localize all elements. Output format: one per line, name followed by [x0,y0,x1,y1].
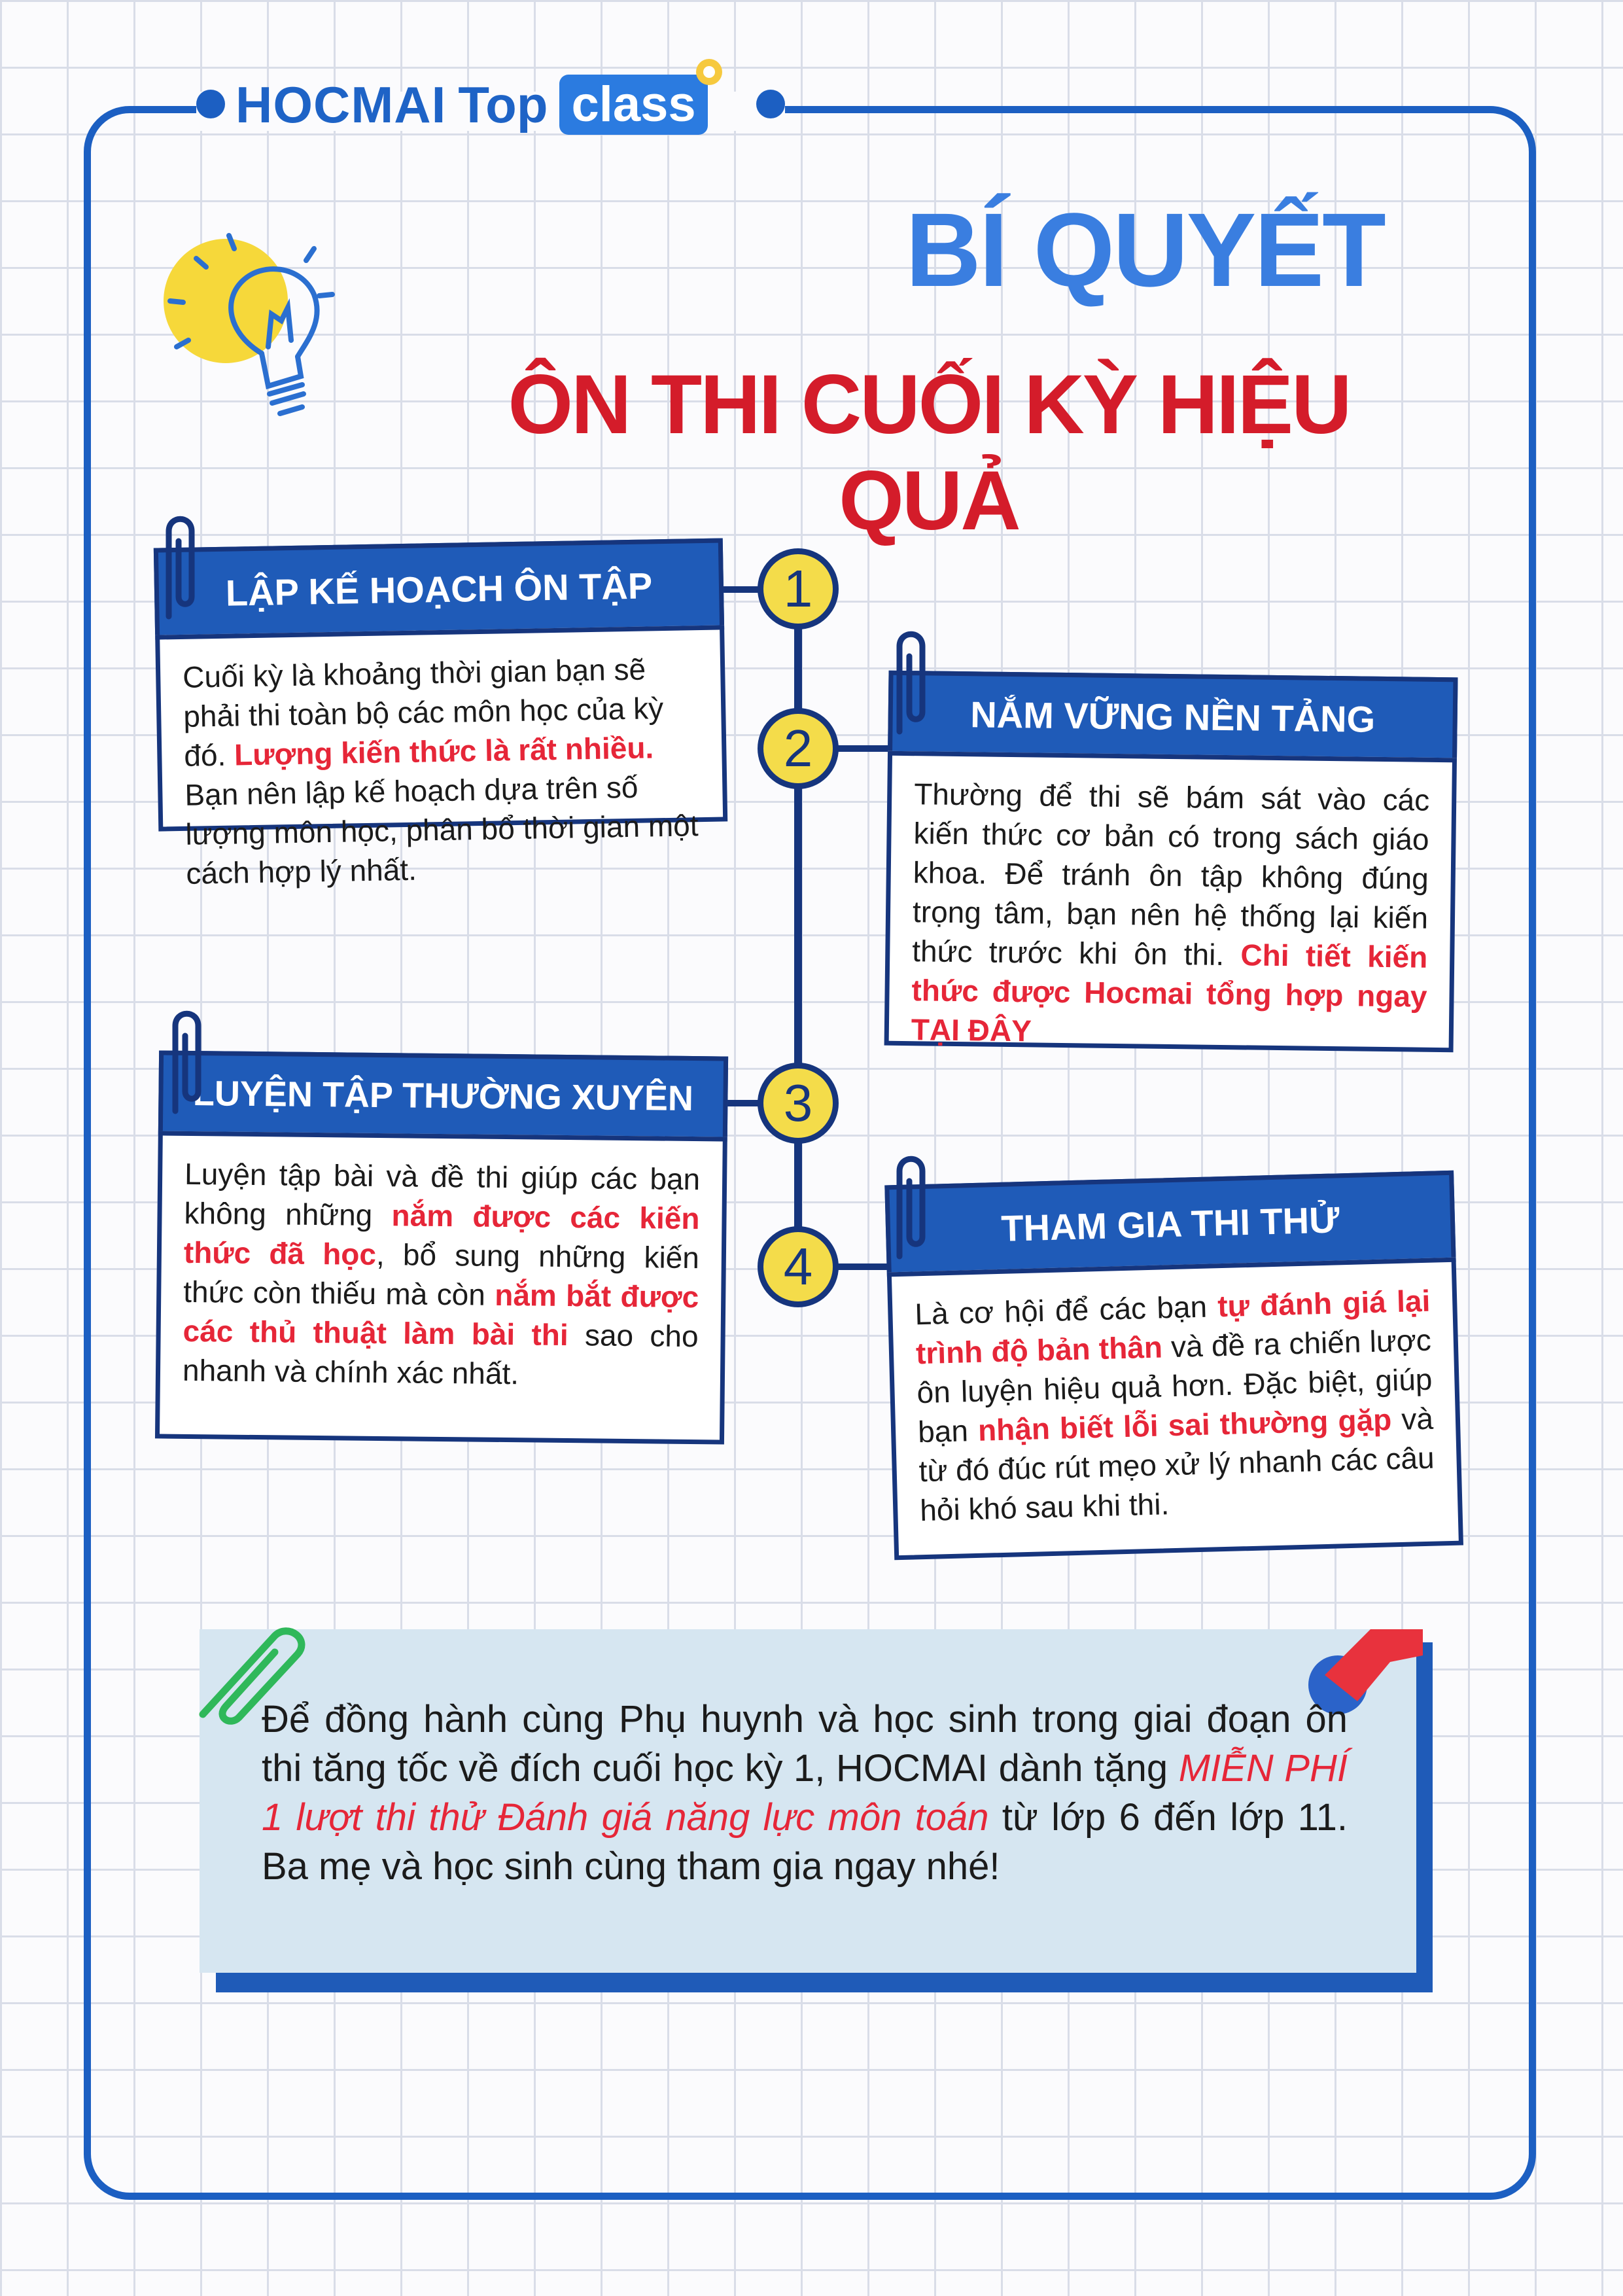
page-title-line1: BÍ QUYẾT [905,191,1384,308]
logo-top: Top [458,75,548,133]
step-text-3b: , bổ sung những kiến thức còn thiếu mà còn [183,1237,700,1312]
step-body-3 [155,1131,727,1444]
step-highlight-4a: tự đánh giá lại trình độ bản thân [915,1283,1431,1371]
step-number-4: 4 [758,1226,839,1307]
step-text-3c: sao cho nhanh và chính xác nhất. [182,1318,699,1391]
step-text-2a: Thường để thi sẽ bám sát vào các kiến thức cơ bản có trong sách giáo khoa. Để tránh ôn tập không đúng trọng tâm, bạn nên hệ thống lại kiến thức trước khi ôn thi. [912,777,1430,972]
lightbulb-icon [157,222,340,445]
step-text-4a: Là cơ hội để các bạn [914,1289,1218,1332]
promo-text-a: Để đồng hành cùng Phụ huynh và học sinh trong giai đoạn ôn thi tăng tốc về đích cuối học kỳ 1, HOCMAI dành tặng [262,1698,1348,1790]
step-highlight-2a: Chi tiết kiến thức được Hocmai tổng hợp ngay TẠI ĐÂY [911,938,1428,1048]
step-highlight-1a: Lượng kiến thức là rất nhiều. [234,730,654,772]
step-text-1a: Cuối kỳ là khoảng thời gian bạn sẽ phải thi toàn bộ các môn học của kỳ đó. [182,652,664,773]
frame-dot-right [756,90,785,118]
timeline-line [794,589,802,1276]
step-card-1 [154,538,729,940]
timeline-connector-3 [723,1100,762,1106]
step-number-1: 1 [758,548,839,629]
step-card-4 [884,1171,1463,1578]
step-text-4c: và từ đó đúc rút mẹo xử lý nhanh các câu hỏi khó sau khi thi. [918,1401,1435,1528]
brand-logo [236,69,708,141]
logo-class-text: class [571,77,696,132]
step-text-4b: và đề ra chiến lược ôn luyện hiệu quả hơn. Đặc biệt, giúp bạn [916,1322,1433,1449]
step-highlight-4b: nhận biết lỗi sai thường gặp [977,1402,1392,1447]
logo-hocmai: HOCMAI [236,75,447,133]
step-text-1b: Bạn nên lập kế hoạch dựa trên số lượng môn học, phân bổ thời gian một cách hợp lý nhất. [184,769,699,891]
timeline-connector-2 [837,745,890,752]
step-highlight-3b: nắm bắt được các thủ thuật làm bài thi [183,1277,699,1352]
logo-class [559,75,707,135]
step-card-3 [155,1050,728,1449]
step-text-3a: Luyện tập bài và đề thi giúp các bạn không những [184,1156,701,1233]
paperclip-icon [886,627,932,738]
paperclip-icon [162,1006,208,1118]
step-heading-1: LẬP KẾ HOẠCH ÔN TẬP [154,538,724,639]
step-body-2 [884,751,1457,1053]
promo-text-b: từ lớp 6 đến lớp 11. Ba mẹ và học sinh cùng tham gia ngay nhé! [262,1796,1348,1888]
step-body-1 [155,625,727,891]
step-highlight-3a: nắm được các kiến thức đã học [183,1198,700,1271]
promo-highlight: MIỄN PHÍ 1 lượt thi thử Đánh giá năng lực môn toán [262,1747,1348,1839]
step-number-3: 3 [758,1063,839,1144]
page-title-line2: ÔN THI CUỐI KỲ HIỆU QUẢ [508,358,1350,548]
step-body-4 [887,1258,1463,1561]
frame-dot-left [196,90,225,118]
step-heading-2: NẮM VỮNG NỀN TẢNG [888,671,1458,763]
step-heading-3: LUYỆN TẬP THƯỜNG XUYÊN [158,1050,728,1141]
step-card-2 [884,671,1457,1057]
promo-text [262,1695,1348,1891]
star-icon [693,56,725,88]
timeline-connector-1 [720,586,759,593]
paperclip-icon [886,1152,932,1263]
timeline-connector-4 [837,1263,890,1270]
paperclip-icon [156,512,201,623]
step-number-2: 2 [758,708,839,789]
step-heading-4: THAM GIA THI THỬ [884,1171,1456,1277]
